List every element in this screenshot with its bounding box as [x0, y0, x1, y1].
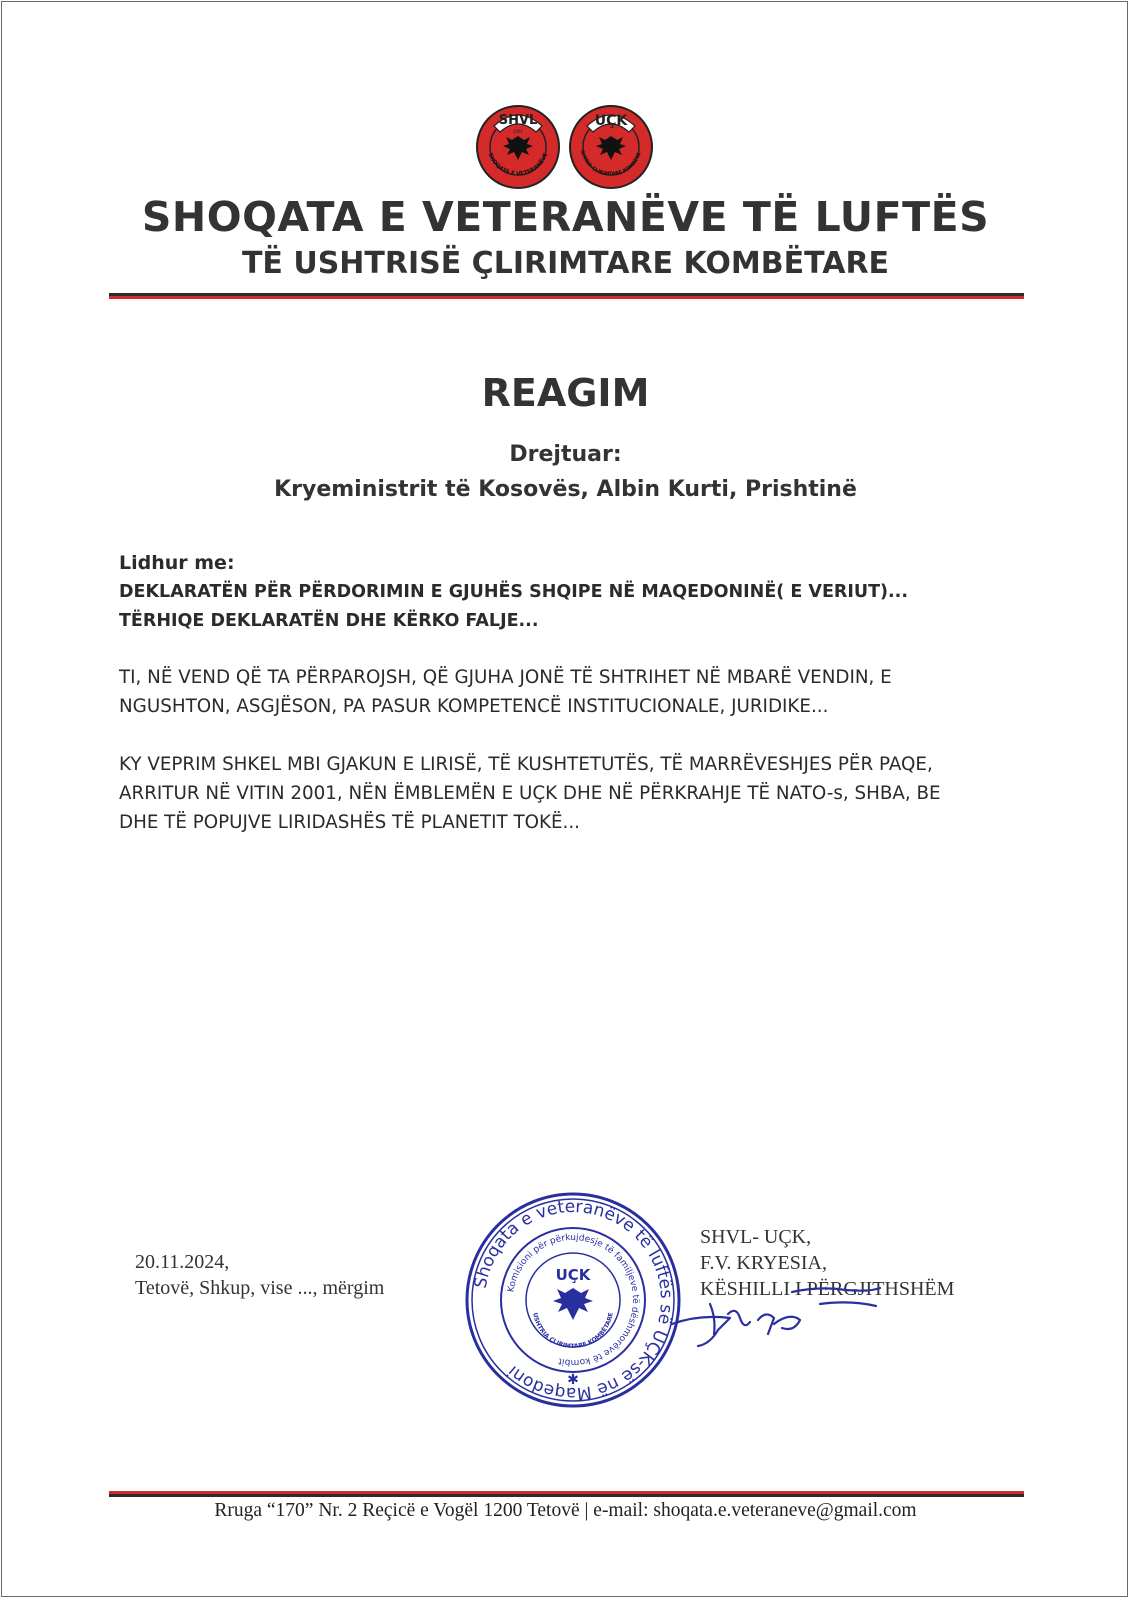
- svg-text:USHTRIA ÇLIRIMTARE KOMBËTARE: USHTRIA ÇLIRIMTARE KOMBËTARE: [531, 1312, 615, 1351]
- uck-emblem-icon: [569, 100, 653, 192]
- regarding-line: TËRHIQE DEKLARATËN DHE KËRKO FALJE...: [119, 611, 539, 631]
- svg-text:Shoqata e veteranëve të luftës: Shoqata e veteranëve të luftës së UÇK-së në Maqedoni: [470, 1196, 677, 1404]
- addressed-to: Kryeministrit të Kosovës, Albin Kurti, Prishtinë: [274, 477, 857, 502]
- svg-text:UÇK: UÇK: [555, 1266, 591, 1284]
- regarding-line: DEKLARATËN PËR PËRDORIMIN E GJUHËS SHQIPE NË MAQEDONINË( E VERIUT)...: [119, 582, 908, 602]
- header-divider: [109, 293, 1024, 299]
- addressee-block: [0, 437, 1131, 507]
- paragraph-line: NGUSHTON, ASGJËSON, PA PASUR KOMPETENCË INSTITUCIONALE, JURIDIKE...: [119, 696, 829, 717]
- paragraph-line: ARRITUR NË VITIN 2001, NËN ËMBLEMËN E UÇK DHE NË PËRKRAHJE TË NATO-s, SHBA, BE: [119, 783, 941, 804]
- svg-text:2001: 2001: [512, 129, 524, 134]
- document-places: Tetovë, Shkup, vise ..., mërgim: [135, 1277, 385, 1299]
- paragraph-line: KY VEPRIM SHKEL MBI GJAKUN E LIRISË, TË KUSHTETUTËS, TË MARRËVESHJES PËR PAQE,: [119, 754, 933, 775]
- footer-address: Rruga “170” Nr. 2 Reçicë e Vogël 1200 Tetovë | e-mail: shoqata.e.veteraneve@gmail.com: [214, 1500, 917, 1521]
- addressed-label: Drejtuar:: [509, 442, 622, 467]
- document-date: 20.11.2024,: [135, 1251, 230, 1273]
- svg-text:✱: ✱: [567, 1372, 579, 1388]
- svg-text:SHVL: SHVL: [498, 113, 538, 128]
- paragraph-line: TI, NË VEND QË TA PËRPAROJSH, QË GJUHA JONË TË SHTRIHET NË MBARË VENDIN, E: [119, 667, 892, 688]
- regarding-label: Lidhur me:: [119, 552, 235, 574]
- date-place-block: [135, 1249, 384, 1301]
- org-subtitle: TË USHTRISË ÇLIRIMTARE KOMBËTARE: [241, 246, 890, 281]
- paragraph-1: [119, 663, 1029, 721]
- paragraph-line: DHE TË POPUJVE LIRIDASHËS TË PLANETIT TOKË...: [119, 812, 580, 833]
- shvl-emblem-icon: [476, 100, 560, 192]
- signatory-line: F.V. KRYESIA,: [700, 1252, 827, 1274]
- svg-text:SHOQATA E VETERANËVE: SHOQATA E VETERANËVE: [486, 152, 550, 178]
- header-logos: [0, 100, 1131, 192]
- document-title: REAGIM: [481, 371, 650, 415]
- org-title: SHOQATA E VETERANËVE TË LUFTËS: [141, 193, 990, 241]
- svg-text:USHTRIA ÇLIRIMTARE KOMBËTARE: SHTRIA ÇLIRIMTARE KOMBËTA: [578, 149, 643, 178]
- paragraph-2: [119, 750, 1029, 837]
- handwritten-signature: [670, 1284, 900, 1354]
- svg-text:Komisioni për përkujdesje të f: Komisioni për përkujdesje të familjeve të dëshmorëve të kombit: [506, 1232, 641, 1368]
- regarding-block: [119, 549, 908, 636]
- svg-text:UÇK: UÇK: [594, 113, 628, 129]
- organization-stamp: [463, 1190, 683, 1410]
- signatory-line: KËSHILLI I PËRGJITHSHËM: [700, 1278, 955, 1300]
- signatory-line: SHVL- UÇK,: [700, 1226, 812, 1248]
